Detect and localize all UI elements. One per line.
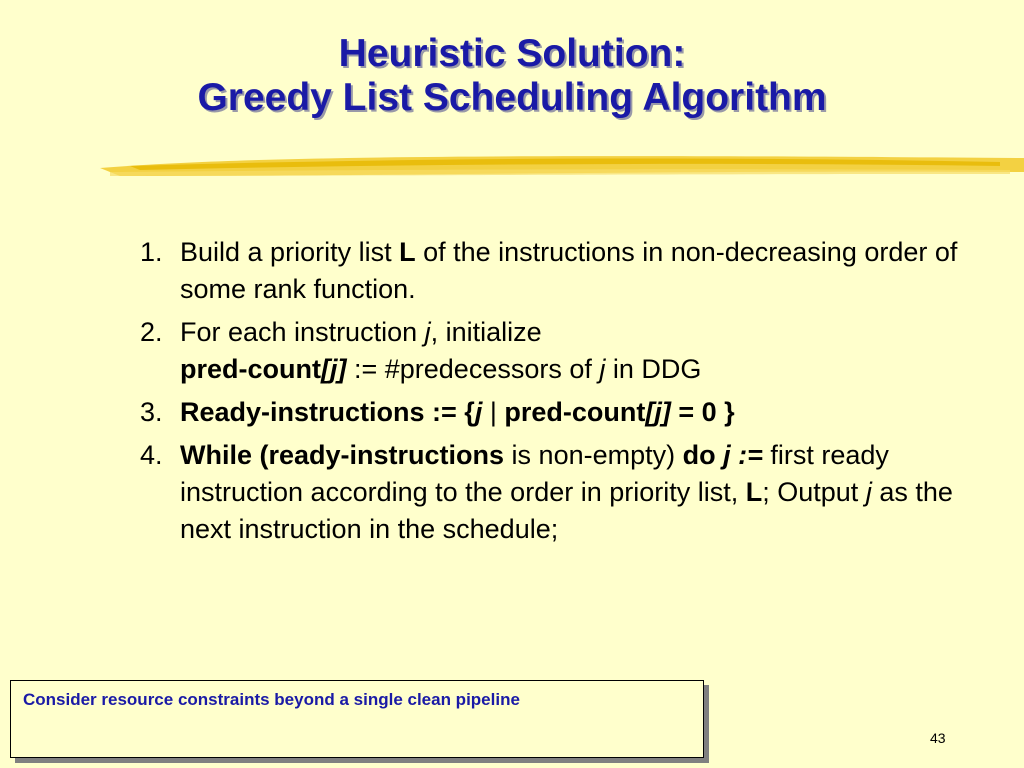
step-number: 3. — [140, 397, 163, 427]
title-line-2: Greedy List Scheduling Algorithm — [197, 76, 827, 119]
note-box: Consider resource constraints beyond a single clean pipeline — [10, 680, 704, 758]
step-1 — [140, 234, 960, 308]
step-text: , initialize — [430, 317, 542, 347]
step-text: Build a priority list — [180, 237, 400, 267]
step-keyword: While (ready-instructions — [180, 440, 505, 470]
step-keyword: pred-count — [180, 354, 321, 384]
step-keyword: do — [682, 440, 716, 470]
step-variable: j := — [715, 440, 763, 470]
step-text: of the instructions in non-decreasing order of some rank function. — [180, 237, 958, 304]
step-text: | — [482, 397, 505, 427]
step-keyword: Ready-instructions := { — [180, 397, 475, 427]
step-variable: [j] — [645, 397, 671, 427]
step-number: 1. — [140, 237, 163, 267]
page-number: 43 — [930, 730, 946, 746]
step-text: := #predecessors of — [346, 354, 600, 384]
step-variable: [j] — [321, 354, 347, 384]
step-number: 4. — [140, 440, 163, 470]
slide-title — [0, 32, 1024, 120]
step-variable: j — [424, 317, 431, 347]
step-text: is non-empty) — [504, 440, 683, 470]
step-keyword: pred-count — [504, 397, 646, 427]
step-variable: j — [865, 477, 872, 507]
step-text: in DDG — [605, 354, 702, 384]
step-keyword: = 0 } — [670, 397, 735, 427]
step-2-detail — [140, 351, 960, 388]
step-variable: j — [474, 397, 483, 427]
step-2 — [140, 314, 960, 351]
step-text: as the next instruction in the schedule; — [180, 477, 953, 544]
step-text: first ready instruction according to the order in priority list, — [180, 440, 889, 507]
step-keyword: L — [745, 477, 763, 507]
step-4 — [140, 437, 960, 548]
title-line-1: Heuristic Solution: — [338, 32, 686, 75]
brush-stroke-divider — [100, 150, 1024, 186]
step-number: 2. — [140, 317, 163, 347]
step-variable: j — [599, 354, 606, 384]
step-keyword: L — [399, 237, 416, 267]
step-3 — [140, 394, 960, 431]
algorithm-steps — [140, 234, 960, 554]
step-text: For each instruction — [180, 317, 425, 347]
step-text: ; Output — [762, 477, 866, 507]
